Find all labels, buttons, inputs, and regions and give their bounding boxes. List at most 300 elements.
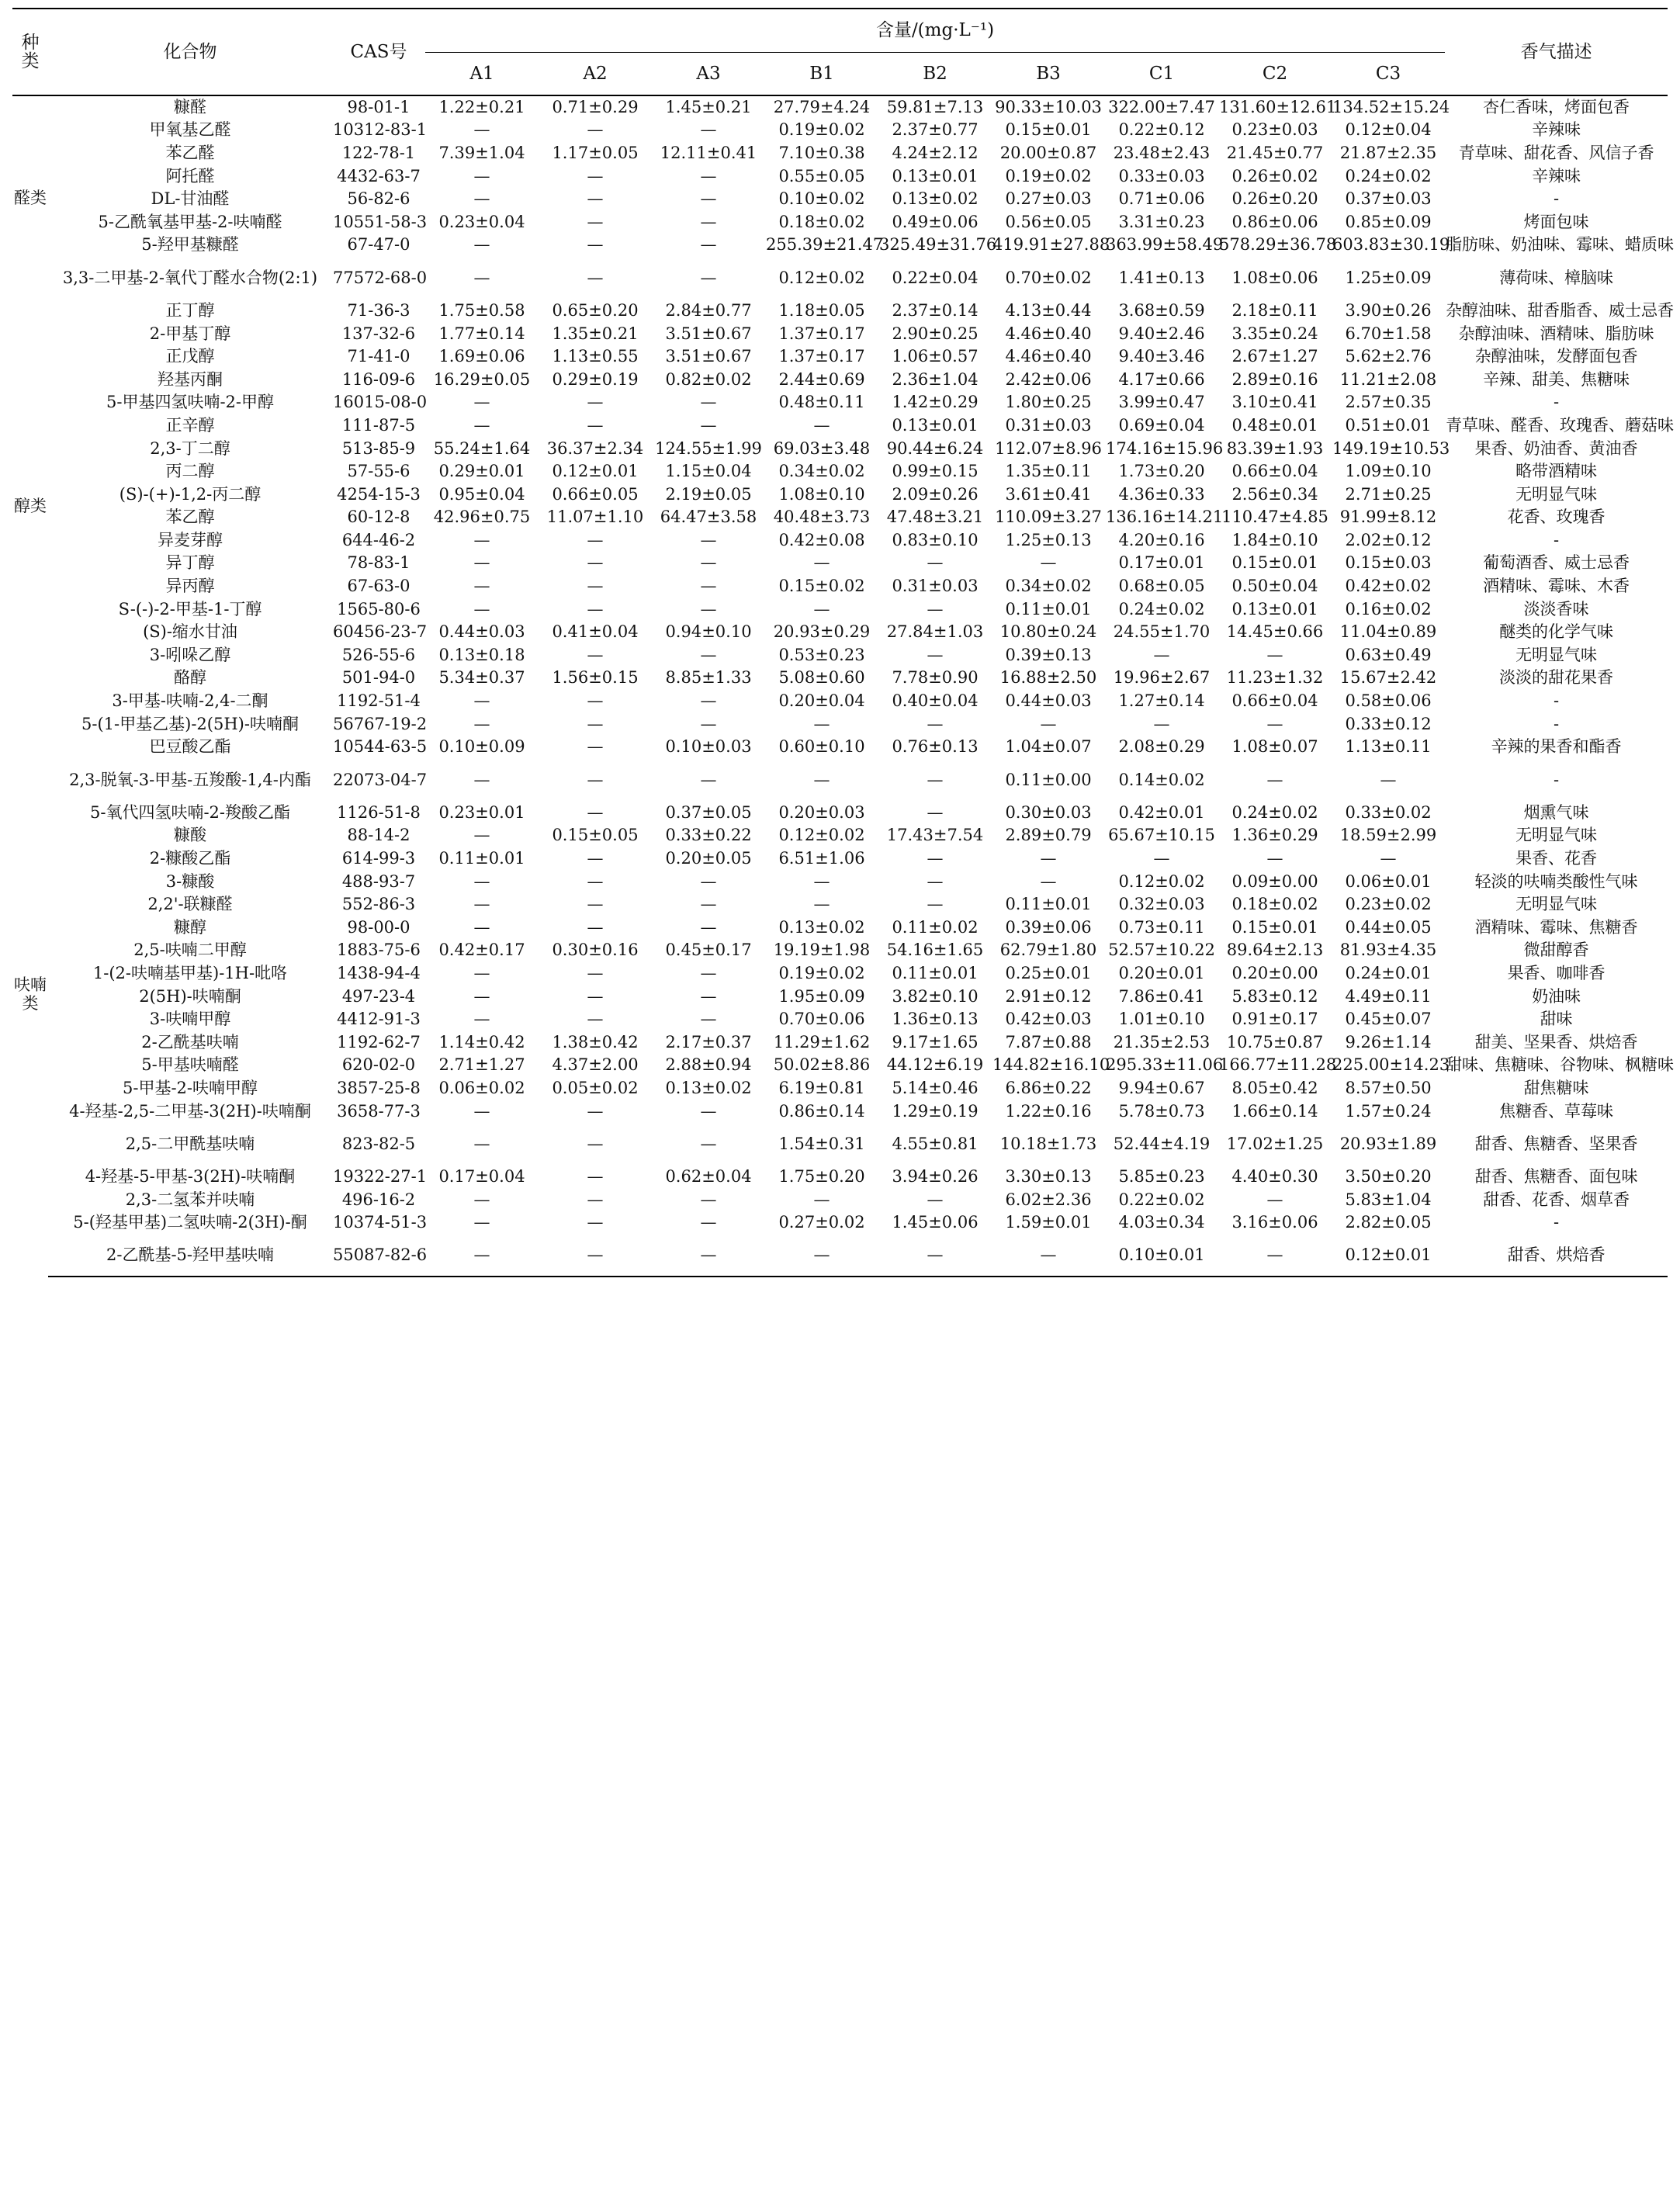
value-cell: 0.11±0.02 [892,917,979,937]
value-cell: 1.36±0.29 [1231,826,1318,845]
value-cell: 2.02±0.12 [1345,530,1432,549]
cas-number: 78-83-1 [347,553,410,573]
value-cell: — [700,268,717,287]
value-cell: 1.06±0.57 [892,347,979,366]
value-cell: 0.29±0.19 [552,369,639,389]
compound-name: 2,3-二氢苯并呋喃 [125,1190,255,1209]
value-cell: 10.75±0.87 [1226,1032,1324,1051]
compound-name: 3-糠酸 [165,871,215,891]
value-cell: 0.26±0.02 [1231,166,1318,185]
value-cell: 1.13±0.11 [1345,737,1432,757]
value-cell: 2.17±0.37 [665,1032,752,1051]
value-cell: 0.12±0.04 [1345,120,1432,140]
value-cell: 2.84±0.77 [665,300,752,320]
compound-name: 2,5-呋喃二甲醇 [133,941,247,960]
compound-name: 糠醇 [174,917,206,937]
value-cell: 0.12±0.02 [1118,871,1205,891]
value-cell: — [473,120,490,140]
value-cell: — [700,577,717,596]
value-cell: 322.00±7.47 [1108,98,1215,117]
value-cell: 3.10±0.41 [1231,393,1318,412]
compound-name: 苯乙醇 [165,508,215,527]
cas-number: 22073-04-7 [333,770,428,789]
value-cell: 0.45±0.07 [1345,1010,1432,1029]
value-cell: — [587,963,604,982]
value-cell: 2.19±0.05 [665,484,752,504]
value-cell: 112.07±8.96 [995,438,1102,458]
value-cell: 0.27±0.02 [778,1213,865,1232]
table-row [12,689,1668,712]
value-cell: 0.23±0.04 [438,212,525,231]
table-row [12,735,1668,758]
value-cell: 1.22±0.21 [438,98,525,117]
value-cell: 0.65±0.20 [552,300,639,320]
value-cell: — [587,737,604,757]
cas-number: 501-94-0 [341,668,416,688]
value-cell: 0.16±0.02 [1345,599,1432,618]
value-cell: — [473,599,490,618]
value-cell: 0.44±0.03 [438,622,525,642]
value-cell: 3.90±0.26 [1345,300,1432,320]
compound-name: 2-糠酸乙酯 [149,849,231,868]
value-cell: 0.19±0.02 [1005,166,1092,185]
cas-number: 67-63-0 [347,577,410,596]
aroma-description: 烟熏气味 [1523,802,1589,822]
compound-name: 2-甲基丁醇 [149,324,231,343]
value-cell: — [813,714,830,733]
header-sample-a2: A2 [539,52,652,95]
value-cell: 1.01±0.10 [1118,1010,1205,1029]
aroma-description: 花香、玫瑰香 [1507,508,1606,527]
value-cell: 20.93±0.29 [773,622,871,642]
cas-number: 122-78-1 [341,143,416,162]
value-cell: 0.24±0.01 [1345,963,1432,982]
value-cell: 0.10±0.09 [438,737,525,757]
value-cell: 16.88±2.50 [999,668,1097,688]
value-cell: — [927,895,944,914]
compound-name: 2(5H)-呋喃酮 [139,986,241,1006]
value-cell: 0.32±0.03 [1118,895,1205,914]
value-cell: 0.33±0.02 [1345,802,1432,822]
value-cell: 0.13±0.02 [665,1078,752,1097]
value-cell: 110.09±3.27 [995,508,1102,527]
value-cell: — [1266,1190,1283,1209]
value-cell: — [813,895,830,914]
value-cell: — [927,714,944,733]
compound-name: 正辛醇 [165,415,215,435]
table-row [12,1234,1668,1277]
value-cell: 18.59±2.99 [1339,826,1437,845]
value-cell: 166.77±11.28 [1219,1055,1337,1075]
value-cell: 8.05±0.42 [1231,1078,1318,1097]
value-cell: — [473,189,490,209]
value-cell: — [587,1167,604,1187]
value-cell: 1.08±0.10 [778,484,865,504]
value-cell: 0.39±0.06 [1005,917,1092,937]
value-cell: 578.29±36.78 [1219,235,1337,255]
value-cell: 0.22±0.12 [1118,120,1205,140]
compound-name: 3-甲基-呋喃-2,4-二酮 [112,691,268,711]
value-cell: 2.90±0.25 [892,324,979,343]
cas-number: 111-87-5 [341,415,416,435]
compound-name: 5-羟甲基糠醛 [141,235,239,255]
value-cell: 7.39±1.04 [438,143,525,162]
value-cell: 0.58±0.06 [1345,691,1432,711]
value-cell: 6.70±1.58 [1345,324,1432,343]
value-cell: — [1218,1234,1332,1277]
value-cell: 0.10±0.02 [778,189,865,209]
value-cell: — [473,1101,490,1121]
value-cell: — [1153,645,1170,664]
value-cell: 0.18±0.02 [778,212,865,231]
table-row [12,1100,1668,1123]
compound-name: 5-乙酰氧基甲基-2-呋喃醛 [98,212,282,231]
compound-name: 正丁醇 [165,300,215,320]
value-cell: — [473,895,490,914]
value-cell: 20.93±1.89 [1339,1134,1437,1153]
value-cell: 17.43±7.54 [886,826,984,845]
value-cell: 1.15±0.04 [665,462,752,481]
value-cell: 2.42±0.06 [1005,369,1092,389]
value-cell: 0.06±0.02 [438,1078,525,1097]
value-cell: 0.42±0.02 [1345,577,1432,596]
table-row [12,322,1668,345]
aroma-description: 无明显气味 [1515,484,1598,504]
value-cell: 0.17±0.04 [438,1167,525,1187]
value-cell: 1.66±0.14 [1231,1101,1318,1121]
header-compound: 化合物 [48,9,332,95]
table-row [12,961,1668,985]
value-cell: — [587,849,604,868]
value-cell: 4.17±0.66 [1118,369,1205,389]
aroma-description: 辛辣味 [1532,120,1581,140]
value-cell: 2.91±0.12 [1005,986,1092,1006]
value-cell: 149.19±10.53 [1332,438,1450,458]
value-cell: — [1040,553,1057,573]
value-cell: 0.53±0.23 [778,645,865,664]
value-cell: 0.42±0.01 [1118,802,1205,822]
value-cell: 0.13±0.01 [892,166,979,185]
value-cell: — [700,1010,717,1029]
value-cell: 3.51±0.67 [665,324,752,343]
value-cell: 0.55±0.05 [778,166,865,185]
compound-name: 羟基丙酮 [158,369,223,389]
cas-number: 4254-15-3 [337,484,421,504]
aroma-description: - [1554,1213,1560,1232]
value-cell: 0.20±0.01 [1118,963,1205,982]
value-cell: — [587,530,604,549]
value-cell: — [473,871,490,891]
table-row [12,892,1668,916]
aroma-description: - [1554,770,1560,789]
value-cell: 47.48±3.21 [886,508,984,527]
compound-name: 糠酸 [174,826,206,845]
aroma-description: 青草味、甜花香、风信子香 [1458,143,1654,162]
aroma-description: 酒精味、霉味、焦糖香 [1474,917,1638,937]
compound-name: 5-甲基四氢呋喃-2-甲醇 [106,393,274,412]
value-cell: 4.49±0.11 [1345,986,1432,1006]
value-cell: 0.41±0.04 [552,622,639,642]
value-cell: — [473,963,490,982]
aroma-description: 略带酒精味 [1515,462,1598,481]
category-cell: 醛类 [14,188,47,207]
value-cell: 3.94±0.26 [892,1167,979,1187]
cas-number: 3857-25-8 [337,1078,421,1097]
compound-name: 5-(羟基甲基)二氢呋喃-2(3H)-酮 [73,1213,307,1232]
value-cell: 5.08±0.60 [778,668,865,688]
value-cell: — [473,235,490,255]
value-cell: — [927,770,944,789]
value-cell: — [927,599,944,618]
value-cell: 0.82±0.02 [665,369,752,389]
value-cell: 4.13±0.44 [1005,300,1092,320]
value-cell: — [813,599,830,618]
value-cell: — [1380,849,1397,868]
value-cell: 0.22±0.04 [892,268,979,287]
value-cell: — [473,1010,490,1029]
table-row [12,187,1668,210]
value-cell: — [700,871,717,891]
value-cell: — [700,415,717,435]
value-cell: 8.85±1.33 [665,668,752,688]
value-cell: 2.89±0.79 [1005,826,1092,845]
value-cell: — [1040,849,1057,868]
value-cell: 603.83±30.19 [1332,235,1450,255]
aroma-description: - [1554,714,1560,733]
value-cell: 0.20±0.00 [1231,963,1318,982]
value-cell: 1.59±0.01 [1005,1213,1092,1232]
value-cell: — [927,553,944,573]
value-cell: 7.78±0.90 [892,668,979,688]
value-cell: — [587,268,604,287]
table-row [12,119,1668,142]
value-cell: 0.39±0.13 [1005,645,1092,664]
value-cell: 1.75±0.58 [438,300,525,320]
value-cell: — [587,1213,604,1232]
table-row [12,620,1668,643]
value-cell: 4.36±0.33 [1118,484,1205,504]
value-cell: 91.99±8.12 [1339,508,1437,527]
value-cell: 0.60±0.10 [778,737,865,757]
value-cell: 0.45±0.17 [665,941,752,960]
value-cell: — [1040,714,1057,733]
aroma-description: 甜美、坚果香、烘焙香 [1474,1032,1638,1051]
value-cell: 1.17±0.05 [552,143,639,162]
value-cell: 62.79±1.80 [999,941,1097,960]
header-sample-c3: C3 [1332,52,1445,95]
value-cell: — [1266,849,1283,868]
value-cell: 10.18±1.73 [999,1134,1097,1153]
value-cell: — [473,714,490,733]
value-cell: 4.20±0.16 [1118,530,1205,549]
cas-number: 1192-51-4 [337,691,421,711]
compound-name: 2,5-二甲酰基呋喃 [125,1134,255,1153]
value-cell: — [587,1101,604,1121]
value-cell: 134.52±15.24 [1332,98,1450,117]
value-cell: 1.84±0.10 [1231,530,1318,549]
value-cell: 255.39±21.47 [766,235,884,255]
value-cell: 5.85±0.23 [1118,1167,1205,1187]
cas-number: 823-82-5 [341,1134,416,1153]
value-cell: — [587,871,604,891]
value-cell: — [700,530,717,549]
value-cell: 0.20±0.03 [778,802,865,822]
compound-name: 3-吲哚乙醇 [149,645,231,664]
value-cell: — [473,415,490,435]
value-cell: 0.70±0.06 [778,1010,865,1029]
compound-name: 1-(2-呋喃基甲基)-1H-吡咯 [92,963,288,982]
value-cell: — [927,645,944,664]
table-row [12,712,1668,736]
aroma-description: 果香、奶油香、黄油香 [1474,438,1638,458]
table-row [12,574,1668,598]
value-cell: — [700,212,717,231]
table-row [12,234,1668,257]
aroma-description: 淡淡香味 [1523,599,1589,618]
table-row [12,1211,1668,1235]
value-cell: — [700,917,717,937]
cas-number: 67-47-0 [347,235,410,255]
value-cell: 65.67±10.15 [1108,826,1215,845]
cas-number: 71-41-0 [347,347,410,366]
value-cell: 0.68±0.05 [1118,577,1205,596]
cas-number: 1883-75-6 [337,941,421,960]
value-cell: 131.60±12.61 [1219,98,1337,117]
value-cell: — [587,645,604,664]
value-cell: — [587,415,604,435]
value-cell: 0.83±0.10 [892,530,979,549]
value-cell: 1.41±0.13 [1118,268,1205,287]
value-cell: 0.86±0.06 [1231,212,1318,231]
value-cell: 363.99±58.49 [1106,235,1224,255]
value-cell: — [587,166,604,185]
table-row [12,506,1668,529]
value-cell: — [813,1190,830,1209]
value-cell: 1.09±0.10 [1345,462,1432,481]
value-cell: 1.08±0.07 [1231,737,1318,757]
aroma-description: 青草味、醛香、玫瑰香、蘑菇味 [1446,415,1675,435]
value-cell: 3.99±0.47 [1118,393,1205,412]
table-row [12,141,1668,165]
table-row [12,667,1668,690]
cas-number: 57-55-6 [347,462,410,481]
value-cell: 0.29±0.01 [438,462,525,481]
value-cell: 0.12±0.02 [778,268,865,287]
value-cell: 0.37±0.03 [1345,189,1432,209]
value-cell: 4.55±0.81 [892,1134,979,1153]
value-cell: 0.31±0.03 [892,577,979,596]
compound-name: 异丙醇 [165,577,215,596]
value-cell: 0.63±0.49 [1345,645,1432,664]
cas-number: 77572-68-0 [333,268,428,287]
table-row [12,916,1668,939]
cas-number: 552-86-3 [341,895,416,914]
value-cell: 0.94±0.10 [665,622,752,642]
aroma-description: 甜香、烘焙香 [1445,1234,1668,1277]
aroma-description: 脂肪味、奶油味、霉味、蜡质味 [1446,235,1675,255]
value-cell: — [813,415,830,435]
table-row [12,483,1668,506]
value-cell: — [927,802,944,822]
value-cell: — [927,871,944,891]
value-cell: 55.24±1.64 [433,438,531,458]
value-cell: 2.67±1.27 [1231,347,1318,366]
value-cell: 0.66±0.04 [1231,462,1318,481]
table-row [12,1076,1668,1100]
value-cell: — [473,577,490,596]
value-cell: — [473,530,490,549]
table-row [12,643,1668,667]
value-cell: 0.11±0.01 [1005,599,1092,618]
header-sample-a3: A3 [652,52,765,95]
value-cell: 2.88±0.94 [665,1055,752,1075]
value-cell: 1.04±0.07 [1005,737,1092,757]
value-cell: 0.26±0.20 [1231,189,1318,209]
cas-number: 60-12-8 [347,508,410,527]
value-cell: — [813,871,830,891]
value-cell: 0.10±0.01 [1105,1234,1218,1277]
cas-number: 3658-77-3 [337,1101,421,1121]
value-cell: — [813,553,830,573]
aroma-description: 无明显气味 [1515,895,1598,914]
value-cell: 5.62±2.76 [1345,347,1432,366]
value-cell: — [700,963,717,982]
value-cell: 0.71±0.29 [552,98,639,117]
value-cell: 0.69±0.04 [1118,415,1205,435]
aroma-description: 酒精味、霉味、木香 [1483,577,1630,596]
cas-number: 10312-83-1 [333,120,428,140]
value-cell: — [652,1234,765,1277]
aroma-description: 甜香、焦糖香、面包味 [1474,1167,1638,1187]
cas-number: 55087-82-6 [332,1234,425,1277]
value-cell: 144.82±16.10 [992,1055,1110,1075]
value-cell: 124.55±1.99 [655,438,762,458]
value-cell: 0.09±0.00 [1231,871,1318,891]
cas-number: 4432-63-7 [337,166,421,185]
value-cell: 19.19±1.98 [773,941,871,960]
value-cell: 81.93±4.35 [1339,941,1437,960]
cas-number: 1438-94-4 [337,963,421,982]
value-cell: 21.35±2.53 [1113,1032,1211,1051]
value-cell: 3.31±0.23 [1118,212,1205,231]
compound-name: 苯乙醛 [165,143,215,162]
value-cell: 40.48±3.73 [773,508,871,527]
value-cell: 90.33±10.03 [995,98,1102,117]
compound-name: 3-呋喃甲醇 [149,1010,231,1029]
aroma-description: 无明显气味 [1515,826,1598,845]
value-cell: — [473,553,490,573]
value-cell: 6.02±2.36 [1005,1190,1092,1209]
value-cell: 27.84±1.03 [886,622,984,642]
cas-number: 16015-08-0 [333,393,428,412]
value-cell: 0.15±0.02 [778,577,865,596]
value-cell: 0.95±0.04 [438,484,525,504]
value-cell: 2.56±0.34 [1231,484,1318,504]
value-cell: 0.31±0.03 [1005,415,1092,435]
value-cell: 10.80±0.24 [999,622,1097,642]
value-cell: 0.15±0.01 [1005,120,1092,140]
compound-name: 2-乙酰基-5-羟甲基呋喃 [48,1234,332,1277]
compound-name: 丙二醇 [165,462,215,481]
value-cell: 0.12±0.02 [778,826,865,845]
value-cell: 0.15±0.05 [552,826,639,845]
value-cell: 44.12±6.19 [886,1055,984,1075]
compound-name: (S)-(+)-1,2-丙二醇 [119,484,262,504]
value-cell: 1.22±0.16 [1005,1101,1092,1121]
header-category: 种类 [12,9,48,95]
header-content: 含量/(mg·L⁻¹) [425,9,1445,52]
value-cell: 0.22±0.02 [1118,1190,1205,1209]
